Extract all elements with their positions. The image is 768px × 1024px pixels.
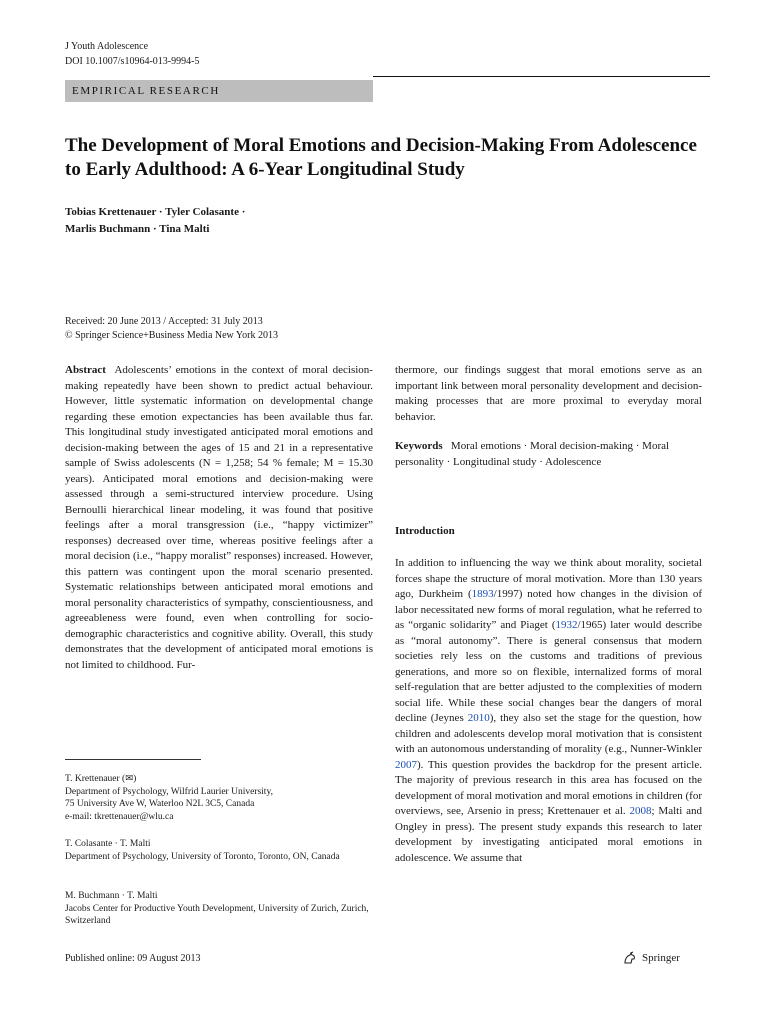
received-dates: Received: 20 June 2013 / Accepted: 31 July 2013 — [65, 316, 263, 327]
published-date: Published online: 09 August 2013 — [65, 953, 201, 964]
intro-text-part: ; Malti and Ongley in press). The present study expands this research to later development by investigating anticipated moral emotions in adolescence. We assume that — [395, 805, 702, 864]
affiliation-buchmann-malti — [65, 890, 373, 928]
affiliation-name: M. Buchmann · T. Malti — [65, 891, 158, 901]
citation-link[interactable]: 2007 — [395, 758, 417, 771]
keywords-heading: Keywords — [395, 440, 443, 452]
footnote-rule — [65, 759, 201, 760]
affiliation-address: 75 University Ave W, Waterloo N2L 3C5, Canada — [65, 799, 255, 809]
article-title: The Development of Moral Emotions and Decision-Making From Adolescence to Early Adulthood: A 6-Year Longitudinal Study — [65, 135, 697, 180]
publisher-name: Springer — [642, 952, 680, 964]
affiliation-name: T. Krettenauer (✉) — [65, 774, 137, 784]
citation-link[interactable]: 1932 — [555, 619, 578, 631]
abstract-section — [65, 363, 373, 673]
intro-text-part: /1965) later would describe as “moral autonomy”. There is general consensus that modern societies rely less on the customs and traditions of previous generations, and more so on flexible, internalized forms of moral self-regulation that are better adjusted to the complexities of modern social life. While these social changes bear the dangers of moral decline (Jeynes — [395, 619, 702, 724]
intro-text-part: In addition to influencing the way we think about morality, societal forces shape the structure of moral motivation. More than 130 years ago, Durkheim ( — [395, 557, 702, 600]
affiliation-dept: Department of Psychology, Wilfrid Laurier University, — [65, 786, 273, 797]
publisher-mark — [622, 950, 680, 966]
author-list — [65, 204, 385, 238]
doi[interactable]: DOI 10.1007/s10964-013-9994-5 — [65, 56, 200, 67]
affiliation-krettenauer — [65, 773, 373, 823]
authors-line-2: Marlis Buchmann · Tina Malti — [65, 223, 210, 235]
introduction-heading: Introduction — [395, 525, 455, 537]
intro-text-part: ), they also set the stage for the question, how children and adolescents develop moral motivation that is consistent with an autonomous understanding of morality (e.g., Nunner-Winkler — [395, 712, 702, 755]
citation-link[interactable]: 2008 — [629, 805, 652, 817]
abstract-heading: Abstract — [65, 364, 106, 376]
author-email[interactable]: e-mail: tkrettenauer@wlu.ca — [65, 811, 174, 822]
right-column-top — [395, 363, 702, 470]
keywords-text: Moral emotions · Moral decision-making · Moral personality · Longitudinal study · Adolescence — [395, 440, 670, 468]
article-type-banner: EMPIRICAL RESEARCH — [65, 80, 373, 102]
affiliation-dept: Jacobs Center for Productive Youth Development, University of Zurich, Zurich, Switzerland — [65, 903, 369, 926]
intro-text-part: ). This question provides the backdrop for the present article. The majority of previous research in this area has focused on the development of moral motivation and moral emotions in children (for overviews, see, Arsenio in press; Krettenauer et al. — [395, 758, 703, 817]
authors-line-1: Tobias Krettenauer · Tyler Colasante · — [65, 206, 246, 218]
journal-name: J Youth Adolescence — [65, 41, 149, 52]
citation-link[interactable]: 1893 — [471, 588, 494, 600]
affiliation-colasante-malti — [65, 838, 373, 863]
affiliation-name: T. Colasante · T. Malti — [65, 839, 151, 849]
header-rule — [373, 76, 710, 77]
intro-text-part: /1997) noted how changes in the division of labor necessitated new forms of moral regulation, what he referred to as “organic solidarity” and Piaget ( — [395, 588, 702, 631]
abstract-continuation: thermore, our findings suggest that moral emotions serve as an important link between moral personality development and decision-making processes that are more proximal to everyday moral behavior. — [395, 364, 702, 423]
abstract-text: Adolescents’ emotions in the context of moral decision-making repeatedly have been shown to predict actual behaviour. However, little systematic information on developmental change regarding these emotion expectancies has been available thus far. This longitudinal study investigated anticipated moral emotions and decision-making between the ages of 15 and 21 in a representative sample of Swiss adolescents (N = 1,258; 54 % female; M = 15.30 years). Anticipated moral emotions and decision-making were assessed through a semi-structured interview procedure. Using Bernoulli hierarchical linear modeling, it was found that positive feelings after a moral transgression (i.e., “happy victimizer” responses) decreased over time, whereas positive feelings after a moral decision (i.e., “happy moralist” responses) increased. However, this pattern was contingent upon the moral scenario presented. Systematic relationships between anticipated moral emotions and moral personality characteristics of sympathy, conscientiousness, and agreeableness were found, even when controlling for socio-demographic characteristics and cognitive ability. Overall, this study demonstrates that the development of anticipated moral emotions is not limited to childhood. Fur- — [65, 364, 373, 671]
springer-horse-icon — [622, 950, 638, 966]
citation-link[interactable]: 2010 — [467, 712, 490, 724]
introduction-text — [395, 556, 702, 866]
affiliation-dept: Department of Psychology, University of Toronto, Toronto, ON, Canada — [65, 851, 340, 862]
copyright: © Springer Science+Business Media New York 2013 — [65, 330, 278, 341]
keywords-block — [395, 439, 702, 470]
